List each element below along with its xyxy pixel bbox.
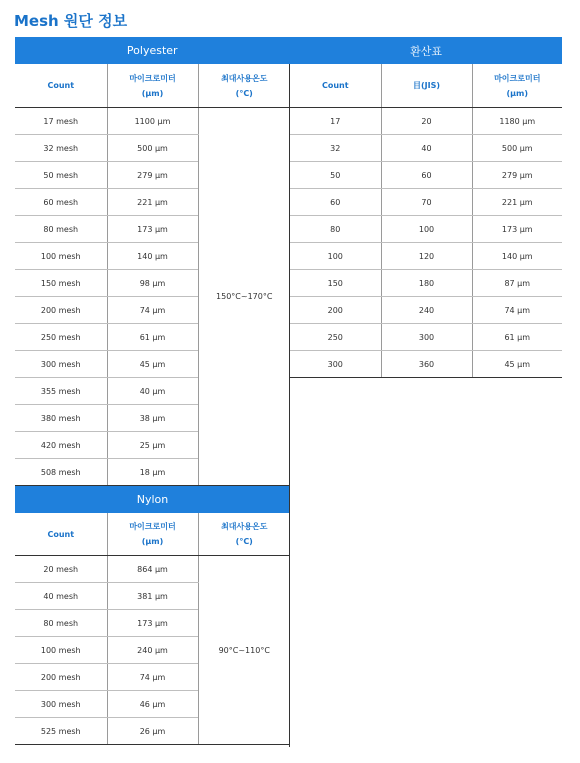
- count-header-label: Count: [47, 81, 75, 90]
- count-cell: 250: [290, 324, 381, 351]
- micron-cell: 140 μm: [107, 243, 198, 270]
- jis-cell: 60: [381, 162, 472, 189]
- micron-cell: 46 μm: [107, 691, 198, 718]
- conversion-title: 환산표: [290, 37, 562, 64]
- micron-cell: 381 μm: [107, 583, 198, 610]
- count-cell: 17 mesh: [15, 108, 107, 135]
- count-cell: 32 mesh: [15, 135, 107, 162]
- micron-header-unit: (μm): [506, 88, 529, 98]
- micron-cell: 18 μm: [107, 459, 198, 486]
- conversion-count-header: [290, 64, 381, 108]
- count-cell: 200: [290, 297, 381, 324]
- count-header-label: Count: [47, 529, 75, 539]
- micron-header-label: 마이크로미터: [129, 73, 176, 83]
- micron-cell: 45 μm: [107, 351, 198, 378]
- table-row: [290, 162, 562, 189]
- count-cell: 150: [290, 270, 381, 297]
- micron-header-label: 마이크로미터: [129, 522, 176, 531]
- micron-cell: 279 μm: [472, 162, 562, 189]
- micron-cell: 500 μm: [107, 135, 198, 162]
- table-row: [290, 243, 562, 270]
- jis-cell: 300: [381, 324, 472, 351]
- micron-cell: 173 μm: [107, 216, 198, 243]
- count-cell: 300 mesh: [15, 691, 107, 718]
- polyester-title: Polyester: [15, 37, 290, 64]
- count-cell: 380 mesh: [15, 405, 107, 432]
- micron-cell: 279 μm: [107, 162, 198, 189]
- count-cell: 40 mesh: [15, 583, 107, 610]
- micron-cell: 26 μm: [107, 718, 198, 745]
- micron-cell: 40 μm: [107, 378, 198, 405]
- temp-header-unit: (°C): [235, 537, 253, 546]
- micron-cell: 173 μm: [107, 610, 198, 637]
- micron-cell: 140 μm: [472, 243, 562, 270]
- table-row: [15, 556, 290, 583]
- count-cell: 420 mesh: [15, 432, 107, 459]
- table-row: [290, 216, 562, 243]
- count-cell: 300 mesh: [15, 351, 107, 378]
- count-cell: 60 mesh: [15, 189, 107, 216]
- count-cell: 300: [290, 351, 381, 378]
- count-cell: 80 mesh: [15, 610, 107, 637]
- micron-cell: 221 μm: [472, 189, 562, 216]
- count-cell: 150 mesh: [15, 270, 107, 297]
- micron-header-unit: (μm): [141, 537, 164, 546]
- count-cell: 525 mesh: [15, 718, 107, 745]
- jis-header-label: 目(JIS): [412, 81, 441, 90]
- conversion-micron-header: [472, 64, 562, 108]
- count-cell: 200 mesh: [15, 297, 107, 324]
- micron-header-label: 마이크로미터: [494, 73, 541, 83]
- polyester-table: [15, 37, 291, 486]
- micron-cell: 221 μm: [107, 189, 198, 216]
- conversion-jis-header: [381, 64, 472, 108]
- micron-cell: 1180 μm: [472, 108, 562, 135]
- table-row: [290, 108, 562, 135]
- conversion-header-row: [290, 64, 562, 108]
- count-cell: 80 mesh: [15, 216, 107, 243]
- nylon-header-row: [15, 513, 290, 556]
- micron-cell: 74 μm: [107, 297, 198, 324]
- micron-cell: 98 μm: [107, 270, 198, 297]
- jis-cell: 20: [381, 108, 472, 135]
- table-row: [290, 135, 562, 162]
- jis-cell: 120: [381, 243, 472, 270]
- count-cell: 100 mesh: [15, 637, 107, 664]
- jis-cell: 240: [381, 297, 472, 324]
- table-row: [290, 270, 562, 297]
- page-title: Mesh 원단 정보: [14, 12, 128, 30]
- jis-cell: 100: [381, 216, 472, 243]
- micron-cell: 500 μm: [472, 135, 562, 162]
- micron-cell: 240 μm: [107, 637, 198, 664]
- count-cell: 20 mesh: [15, 556, 107, 583]
- count-cell: 508 mesh: [15, 459, 107, 486]
- polyester-temp-header: [198, 64, 290, 108]
- count-cell: 355 mesh: [15, 378, 107, 405]
- count-cell: 100 mesh: [15, 243, 107, 270]
- nylon-title: Nylon: [15, 486, 290, 513]
- count-cell: 50 mesh: [15, 162, 107, 189]
- nylon-table: [15, 486, 290, 745]
- table-row: [290, 351, 562, 378]
- micron-cell: 61 μm: [472, 324, 562, 351]
- micron-cell: 61 μm: [107, 324, 198, 351]
- count-cell: 200 mesh: [15, 664, 107, 691]
- micron-cell: 864 μm: [107, 556, 198, 583]
- micron-header-unit: (μm): [141, 88, 164, 98]
- table-row: [15, 108, 290, 135]
- micron-cell: 25 μm: [107, 432, 198, 459]
- micron-cell: 87 μm: [472, 270, 562, 297]
- count-header-label: Count: [321, 81, 349, 90]
- micron-cell: 173 μm: [472, 216, 562, 243]
- count-cell: 250 mesh: [15, 324, 107, 351]
- table-row: [290, 189, 562, 216]
- temp-header-label: 최대사용온도: [221, 73, 268, 83]
- count-cell: 60: [290, 189, 381, 216]
- nylon-count-header: [15, 513, 107, 556]
- jis-cell: 180: [381, 270, 472, 297]
- count-cell: 80: [290, 216, 381, 243]
- table-row: [290, 297, 562, 324]
- nylon-temp-header: [198, 513, 290, 556]
- polyester-micron-header: [107, 64, 198, 108]
- count-cell: 17: [290, 108, 381, 135]
- micron-cell: 38 μm: [107, 405, 198, 432]
- micron-cell: 1100 μm: [107, 108, 198, 135]
- jis-cell: 360: [381, 351, 472, 378]
- jis-cell: 40: [381, 135, 472, 162]
- count-cell: 32: [290, 135, 381, 162]
- nylon-micron-header: [107, 513, 198, 556]
- count-cell: 50: [290, 162, 381, 189]
- temp-header-unit: (°C): [235, 88, 253, 98]
- polyester-header-row: [15, 64, 290, 108]
- jis-cell: 70: [381, 189, 472, 216]
- polyester-count-header: [15, 64, 107, 108]
- count-cell: 100: [290, 243, 381, 270]
- conversion-table: [290, 37, 562, 378]
- table-row: [290, 324, 562, 351]
- max-temp-cell: 150°C~170°C: [198, 108, 290, 486]
- micron-cell: 45 μm: [472, 351, 562, 378]
- micron-cell: 74 μm: [107, 664, 198, 691]
- temp-header-label: 최대사용온도: [221, 522, 268, 531]
- section-divider: [289, 64, 290, 747]
- max-temp-cell: 90°C~110°C: [198, 556, 290, 745]
- micron-cell: 74 μm: [472, 297, 562, 324]
